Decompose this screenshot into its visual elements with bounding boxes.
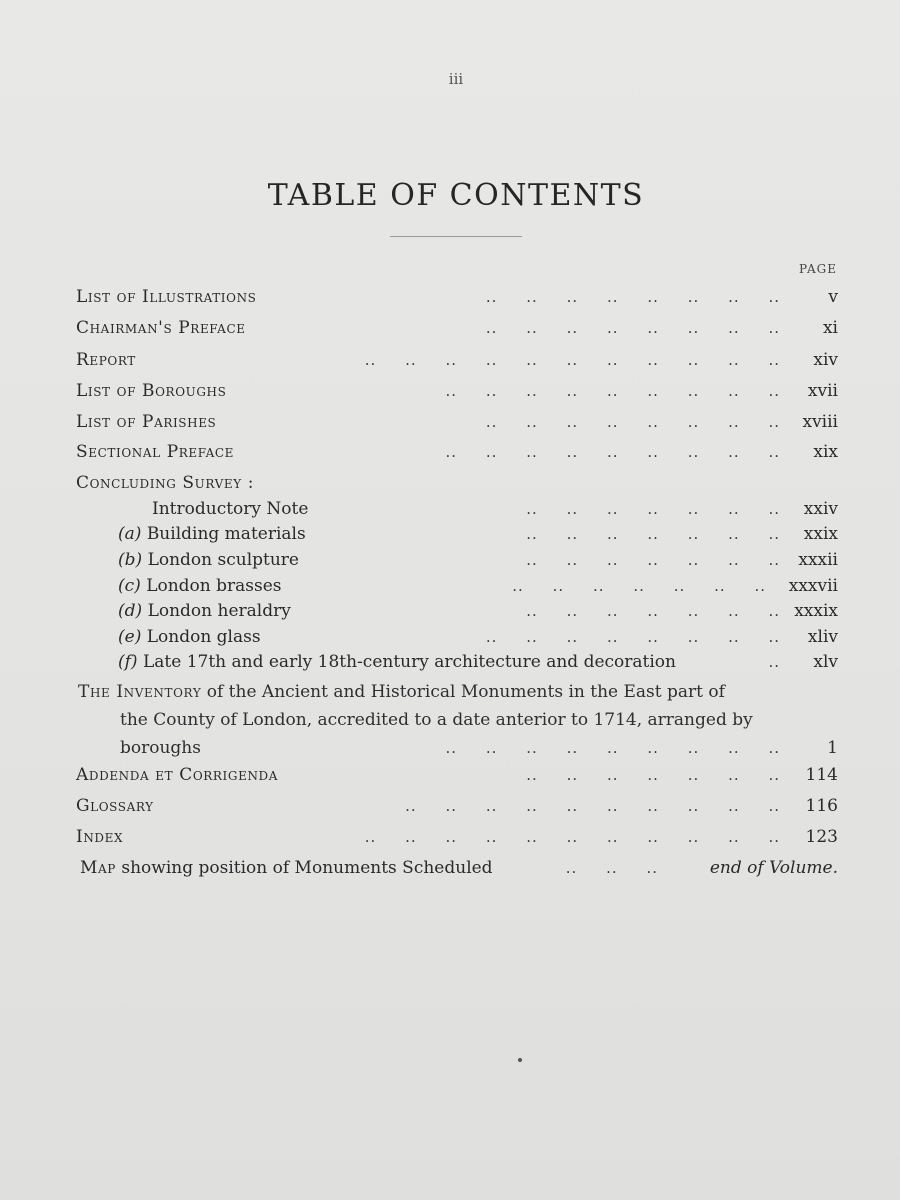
inventory-line-2: the County of London, accredited to a date anterior to 1714, arranged by <box>120 710 753 730</box>
leader-dots: .. .. .. .. .. .. .. <box>526 500 780 518</box>
toc-entry-glossary <box>76 793 838 819</box>
toc-entry-inventory <box>78 678 838 768</box>
toc-subentry-label: Introductory Note <box>152 499 309 519</box>
toc-entry-list-of-illustrations <box>76 284 838 310</box>
toc-entry-page: xi <box>822 318 838 338</box>
toc-subentry-label: London sculpture <box>147 550 299 570</box>
toc-entry-label: List of Parishes <box>76 412 217 432</box>
toc-subentry-page: xxix <box>803 524 838 544</box>
toc-entry-page: 114 <box>805 765 838 785</box>
subentry-letter: (b) <box>118 550 143 570</box>
toc-section-concluding-survey <box>76 470 838 496</box>
toc-subentry-label: London heraldry <box>147 601 291 621</box>
toc-subentry-london-glass <box>76 624 838 650</box>
leader-dots: .. .. .. .. .. .. .. .. .. .. .. <box>364 351 780 369</box>
toc-entry-chairmans-preface <box>76 315 838 341</box>
title-rule <box>390 236 522 237</box>
toc-subentry-page: xxiv <box>803 499 838 519</box>
leader-dots: .. .. .. .. .. .. .. .. <box>485 628 780 646</box>
leader-dots: .. .. .. .. .. .. .. .. .. .. <box>405 797 780 815</box>
toc-entry-page: xix <box>813 442 838 462</box>
leader-dots: .. .. .. .. .. .. .. <box>526 551 780 569</box>
toc-entry-list-of-parishes <box>76 409 838 435</box>
toc-entry-report <box>76 347 838 373</box>
toc-entry-map <box>80 855 838 881</box>
subentry-letter: (a) <box>118 524 142 544</box>
leader-dots: .. .. .. <box>565 859 658 877</box>
toc-subentry-label: Building materials <box>146 524 306 544</box>
page-number: iii <box>448 70 464 88</box>
toc-entry-sectional-preface <box>76 439 838 465</box>
toc-subentry-london-sculpture <box>76 547 838 573</box>
toc-subentry-page: xxxvii <box>788 576 838 596</box>
section-heading: Concluding Survey : <box>76 473 255 493</box>
inventory-lead: The Inventory <box>78 682 202 702</box>
toc-subentry-page: xxxix <box>794 601 838 621</box>
toc-subentry-label: London glass <box>146 627 261 647</box>
toc-subentry-page: xliv <box>807 627 838 647</box>
toc-entry-label: Report <box>76 350 136 370</box>
leader-dots: .. .. .. .. .. .. .. .. <box>485 288 780 306</box>
toc-subentry-page: xlv <box>813 652 838 672</box>
toc-subentry-london-heraldry <box>76 598 838 624</box>
toc-entry-addenda <box>76 762 838 788</box>
toc-subentry-building-materials <box>76 521 838 547</box>
toc-entry-label: Sectional Preface <box>76 442 235 462</box>
toc-entry-label: List of Boroughs <box>76 381 227 401</box>
leader-dots: .. .. .. .. .. .. .. .. .. <box>445 443 780 461</box>
toc-subentry-page: xxxii <box>798 550 838 570</box>
leader-dots: .. .. .. .. .. .. .. .. .. <box>445 382 780 400</box>
toc-subentry-london-brasses <box>76 573 838 599</box>
toc-entry-label: Glossary <box>76 796 154 816</box>
toc-subentry-label: Late 17th and early 18th-century architecture and decoration <box>142 652 676 672</box>
leader-dots: .. .. .. .. .. .. .. <box>512 577 766 595</box>
toc-entry-page: xiv <box>813 350 838 370</box>
leader-dots: .. <box>768 653 780 671</box>
subentry-letter: (e) <box>118 627 142 647</box>
toc-subentry-late-17th-architecture <box>76 649 838 675</box>
inventory-line-1: of the Ancient and Historical Monuments in the East part of <box>201 682 725 702</box>
leader-dots: .. .. .. .. .. .. .. .. <box>485 413 780 431</box>
toc-entry-label: List of Illustrations <box>76 287 257 307</box>
leader-dots: .. .. .. .. .. .. .. <box>526 602 780 620</box>
toc-entry-label: Index <box>76 827 124 847</box>
leader-dots: .. .. .. .. .. .. .. .. <box>485 319 780 337</box>
toc-entry-page: 123 <box>805 827 838 847</box>
paper-speck <box>518 1058 522 1062</box>
inventory-line-3: boroughs <box>120 738 201 758</box>
leader-dots: .. .. .. .. .. .. .. .. .. .. .. <box>364 828 780 846</box>
page-title: TABLE OF CONTENTS <box>267 178 645 213</box>
toc-entry-list-of-boroughs <box>76 378 838 404</box>
toc-entry-index <box>76 824 838 850</box>
toc-entry-page: xviii <box>802 412 838 432</box>
subentry-letter: (c) <box>118 576 141 596</box>
toc-subentry-introductory-note <box>76 496 838 522</box>
toc-entry-label: Addenda et Corrigenda <box>76 765 279 785</box>
toc-entry-page: 1 <box>827 738 838 758</box>
toc-entry-label: Chairman's Preface <box>76 318 246 338</box>
page-column-heading: PAGE <box>799 262 837 276</box>
subentry-letter: (d) <box>118 601 143 621</box>
leader-dots: .. .. .. .. .. .. .. <box>526 766 780 784</box>
map-lead: Map <box>80 858 116 878</box>
map-label: showing position of Monuments Scheduled <box>115 858 493 878</box>
toc-subentry-label: London brasses <box>146 576 282 596</box>
toc-entry-page: end of Volume. <box>709 858 838 878</box>
toc-entry-page: 116 <box>805 796 838 816</box>
leader-dots: .. .. .. .. .. .. .. .. .. <box>445 739 780 757</box>
toc-entry-page: v <box>828 287 838 307</box>
subentry-letter: (f) <box>118 652 138 672</box>
leader-dots: .. .. .. .. .. .. .. <box>526 525 780 543</box>
toc-entry-page: xvii <box>807 381 838 401</box>
